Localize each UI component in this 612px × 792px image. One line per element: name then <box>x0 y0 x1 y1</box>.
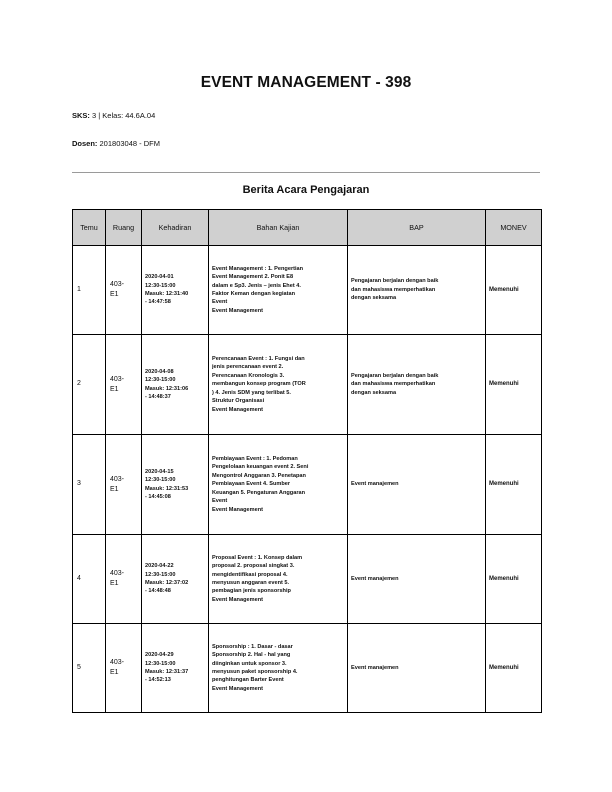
cell-kehadiran <box>142 246 209 335</box>
cell-line: Masuk: 12:37:02 <box>145 580 189 586</box>
cell-ruang <box>106 535 142 624</box>
cell-line: Proposal Event : 1. Konsep dalam <box>212 554 303 561</box>
table-header-row <box>73 210 542 246</box>
sks-label: SKS: <box>72 111 90 120</box>
cell-bap <box>348 335 486 435</box>
sks-line <box>72 111 155 120</box>
cell-line: E1 <box>110 485 119 493</box>
cell-line: 2020-04-08 <box>145 368 174 375</box>
dosen-line <box>72 139 160 148</box>
cell-line: 403- <box>110 570 125 577</box>
cell-monev: Memenuhi <box>486 435 542 535</box>
cell-bap <box>348 535 486 624</box>
cell-line: 2020-04-15 <box>145 468 174 475</box>
cell-ruang <box>106 335 142 435</box>
cell-line: diinginkan untuk sponsor 3. <box>212 660 287 667</box>
cell-line: Pengajaran berjalan dengan baik <box>351 372 439 379</box>
cell-line: mengidentifikasi proposal 4. <box>212 571 288 578</box>
cell-line: Event Management 2. Ponit E8 <box>212 274 294 281</box>
cell-monev: Memenuhi <box>486 624 542 713</box>
cell-temu: 3 <box>73 435 106 535</box>
cell-line: proposal 2. proposal singkat 3. <box>212 563 295 570</box>
cell-line: 12:30-15:00 <box>145 477 176 484</box>
cell-bahan-kajian <box>209 435 348 535</box>
cell-line: Perencanaan Event : 1. Fungsi dan <box>212 356 305 363</box>
cell-line: Event <box>212 299 228 306</box>
cell-temu: 5 <box>73 624 106 713</box>
table-row <box>73 435 542 535</box>
table-row <box>73 335 542 435</box>
cell-line: Keuangan 5. Pengaturan Anggaran <box>212 489 306 496</box>
cell-temu: 1 <box>73 246 106 335</box>
cell-ruang <box>106 435 142 535</box>
cell-line: Event Management <box>212 506 263 513</box>
dosen-value: 201803048 - DFM <box>99 139 160 148</box>
cell-line: E1 <box>110 580 119 587</box>
cell-line: Perencanaan Kronologis 3. <box>212 372 285 379</box>
document-title: EVENT MANAGEMENT - 398 <box>200 74 412 91</box>
cell-line: 403- <box>110 475 125 483</box>
cell-line: dalam e Sp3. Jenis – jenis Ehet 4. <box>212 282 301 289</box>
cell-line: Event manajemen <box>351 481 399 488</box>
section-title: Berita Acara Pengajaran <box>242 184 370 196</box>
cell-line: Event <box>212 498 228 505</box>
cell-ruang <box>106 246 142 335</box>
cell-line: pembagian jenis sponsorship <box>212 588 291 595</box>
cell-line: Struktur Organisasi <box>212 398 265 405</box>
cell-line: dengan seksama <box>351 295 397 302</box>
cell-line: Event manajemen <box>351 664 399 671</box>
cell-line: E1 <box>110 291 119 298</box>
cell-kehadiran <box>142 335 209 435</box>
cell-line: E1 <box>110 385 119 393</box>
cell-line: menyusun anggaran event 5. <box>212 580 290 586</box>
cell-line: Pembiayaan Event 4. Sumber <box>212 481 291 488</box>
cell-line: Pengajaran berjalan dengan baik <box>351 278 439 285</box>
cell-line: Mengontrol Anggaran 3. Penetapan <box>212 472 306 479</box>
cell-line: dengan seksama <box>351 389 397 396</box>
dosen-label: Dosen: <box>72 139 98 148</box>
cell-line: 12:30-15:00 <box>145 377 176 384</box>
header-monev: MONEV <box>486 210 542 246</box>
cell-line: Masuk: 12:31:40 <box>145 291 189 297</box>
cell-line: 2020-04-29 <box>145 652 174 659</box>
header-bahan-kajian: Bahan Kajian <box>209 210 348 246</box>
header-bap: BAP <box>348 210 486 246</box>
cell-line: dan mahasiswa memperhatikan <box>351 381 436 388</box>
cell-line: Event Management <box>212 307 263 314</box>
cell-line: jenis perencanaan event 2. <box>212 364 284 371</box>
cell-line: - 14:47:58 <box>145 299 171 306</box>
cell-line: Masuk: 12:31:53 <box>145 485 189 492</box>
cell-line: Pengelolaan keuangan event 2. Seni <box>212 464 309 471</box>
cell-line: Masuk: 12:31:06 <box>145 385 189 392</box>
cell-line: 2020-04-22 <box>145 563 174 570</box>
cell-line: Event Management <box>212 406 263 413</box>
cell-line: penghitungan Barter Event <box>212 677 284 684</box>
cell-line: - 14:48:48 <box>145 588 171 595</box>
header-temu: Temu <box>73 210 106 246</box>
cell-monev: Memenuhi <box>486 535 542 624</box>
cell-line: Sponsorship : 1. Dasar - dasar <box>212 643 293 650</box>
cell-line: Event Management : 1. Pengertian <box>212 265 304 272</box>
cell-kehadiran <box>142 535 209 624</box>
table-row <box>73 535 542 624</box>
cell-line: Event Management <box>212 596 263 603</box>
cell-line: 12:30-15:00 <box>145 571 176 578</box>
table-body <box>73 246 542 713</box>
cell-line: 12:30-15:00 <box>145 282 176 289</box>
bap-table <box>72 209 542 713</box>
cell-temu: 4 <box>73 535 106 624</box>
cell-line: 2020-04-01 <box>145 274 174 281</box>
cell-line: 403- <box>110 281 125 288</box>
cell-temu: 2 <box>73 335 106 435</box>
cell-monev: Memenuhi <box>486 246 542 335</box>
cell-bahan-kajian <box>209 535 348 624</box>
cell-monev: Memenuhi <box>486 335 542 435</box>
table-row <box>73 624 542 713</box>
table-row <box>73 246 542 335</box>
cell-line: Event manajemen <box>351 575 399 582</box>
cell-kehadiran <box>142 435 209 535</box>
cell-bap <box>348 435 486 535</box>
cell-line: 403- <box>110 659 125 666</box>
cell-line: dan mahasiswa memperhatikan <box>351 286 436 293</box>
cell-bap <box>348 246 486 335</box>
cell-bahan-kajian <box>209 335 348 435</box>
cell-line: membangun konsep program (TOR <box>212 381 306 388</box>
cell-ruang <box>106 624 142 713</box>
sks-value: 3 | Kelas: 44.6A.04 <box>92 111 156 120</box>
cell-line: E1 <box>110 669 119 676</box>
cell-line: 12:30-15:00 <box>145 660 176 667</box>
cell-bahan-kajian <box>209 624 348 713</box>
cell-kehadiran <box>142 624 209 713</box>
cell-bap <box>348 624 486 713</box>
cell-line: - 14:52:13 <box>145 677 171 684</box>
cell-line: Masuk: 12:31:37 <box>145 669 189 675</box>
divider <box>72 172 540 173</box>
cell-line: Pembiayaan Event : 1. Pedoman <box>212 456 298 463</box>
cell-line: - 14:45:08 <box>145 493 171 500</box>
header-kehadiran: Kehadiran <box>142 210 209 246</box>
cell-line: ) 4. Jenis SDM yang terlibat 5. <box>212 389 291 396</box>
cell-line: menyusun paket sponsorship 4. <box>212 669 298 675</box>
cell-line: Event Management <box>212 685 263 692</box>
cell-line: - 14:48:37 <box>145 393 171 400</box>
cell-line: Sponsorship 2. Hal - hal yang <box>212 652 291 659</box>
cell-line: Faktor Keman dengan kegiatan <box>212 291 295 297</box>
cell-line: 403- <box>110 375 125 383</box>
header-ruang: Ruang <box>106 210 142 246</box>
cell-bahan-kajian <box>209 246 348 335</box>
